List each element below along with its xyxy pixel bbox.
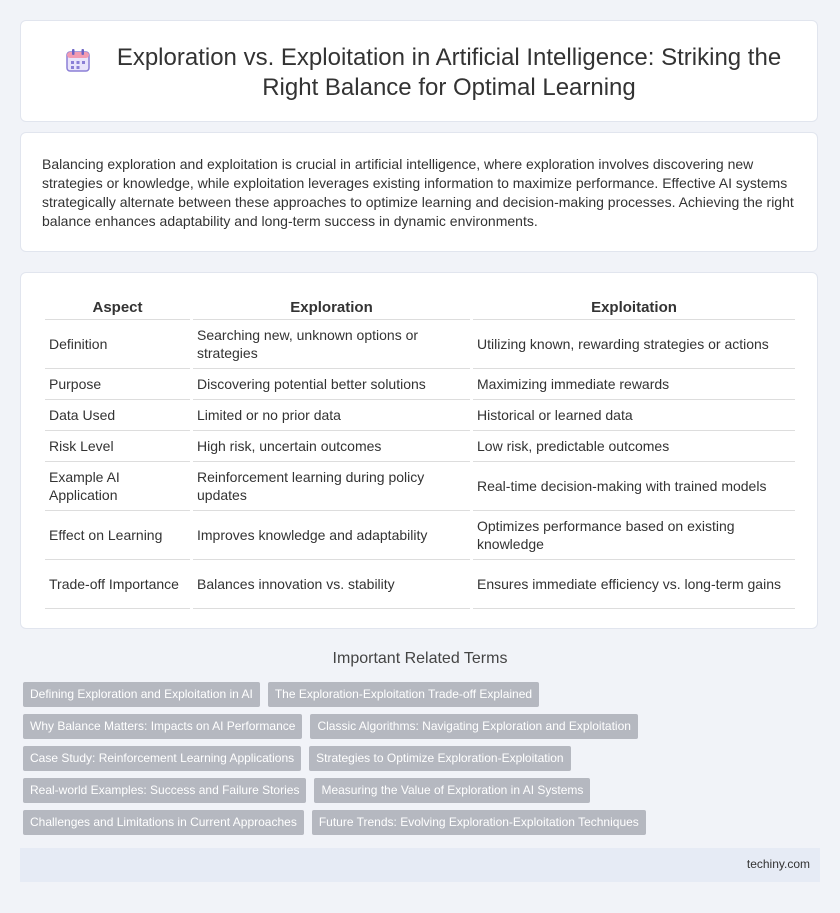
table-cell: Searching new, unknown options or strategies: [193, 320, 470, 369]
related-term-tag[interactable]: Classic Algorithms: Navigating Exploration and Exploitation: [310, 714, 638, 739]
comparison-card: [20, 272, 818, 629]
related-term-tag[interactable]: Strategies to Optimize Exploration-Exploitation: [309, 746, 570, 771]
table-cell: Low risk, predictable outcomes: [473, 431, 795, 462]
table-cell: Data Used: [45, 400, 190, 431]
table-cell: Trade-off Importance: [45, 560, 190, 609]
related-term-tag[interactable]: Why Balance Matters: Impacts on AI Performance: [23, 714, 302, 739]
table-row: [45, 369, 795, 400]
table-row: [45, 462, 795, 511]
table-row: [45, 400, 795, 431]
table-cell: Optimizes performance based on existing knowledge: [473, 511, 795, 560]
table-cell: Effect on Learning: [45, 511, 190, 560]
related-term-tag[interactable]: Measuring the Value of Exploration in AI Systems: [314, 778, 590, 803]
table-row: [45, 320, 795, 369]
table-cell: Improves knowledge and adaptability: [193, 511, 470, 560]
table-header-row: [45, 295, 795, 320]
table-cell: Balances innovation vs. stability: [193, 560, 470, 609]
table-cell: Risk Level: [45, 431, 190, 462]
page-title: Exploration vs. Exploitation in Artificial Intelligence: Striking the Right Balance for Optimal Learning: [116, 44, 782, 101]
table-cell: Utilizing known, rewarding strategies or actions: [473, 320, 795, 369]
related-term-tag[interactable]: Future Trends: Evolving Exploration-Exploitation Techniques: [312, 810, 646, 835]
calendar-icon: [65, 47, 91, 73]
related-terms-heading: Important Related Terms: [332, 650, 508, 667]
related-term-tag[interactable]: Real-world Examples: Success and Failure Stories: [23, 778, 306, 803]
table-cell: Example AI Application: [45, 462, 190, 511]
intro-paragraph: Balancing exploration and exploitation is crucial in artificial intelligence, where exploration involves discovering new strategies or knowledge, while exploitation leverages existing information to maximize performance. Effective AI systems strategically alternate between these approaches to optimize learning and decision-making processes. Achieving the right balance enhances adaptability and long-term success in dynamic environments.: [42, 156, 794, 229]
table-cell: Purpose: [45, 369, 190, 400]
related-terms-list: [23, 682, 813, 842]
table-row: [45, 431, 795, 462]
footer-site-link[interactable]: techiny.com: [746, 857, 810, 871]
table-row: [45, 560, 795, 609]
table-cell: High risk, uncertain outcomes: [193, 431, 470, 462]
footer: [20, 848, 820, 882]
related-term-tag[interactable]: Defining Exploration and Exploitation in AI: [23, 682, 260, 707]
table-cell: Historical or learned data: [473, 400, 795, 431]
table-cell: Ensures immediate efficiency vs. long-term gains: [473, 560, 795, 609]
table-row: [45, 511, 795, 560]
related-term-tag[interactable]: The Exploration-Exploitation Trade-off Explained: [268, 682, 539, 707]
table-cell: Maximizing immediate rewards: [473, 369, 795, 400]
table-cell: Reinforcement learning during policy updates: [193, 462, 470, 511]
column-header: Exploration: [193, 295, 470, 320]
column-header: Aspect: [45, 295, 190, 320]
comparison-table: [42, 295, 798, 609]
title-card: [20, 20, 818, 122]
related-term-tag[interactable]: Challenges and Limitations in Current Approaches: [23, 810, 304, 835]
intro-card: [20, 132, 818, 252]
table-cell: Limited or no prior data: [193, 400, 470, 431]
table-cell: Definition: [45, 320, 190, 369]
table-cell: Real-time decision-making with trained models: [473, 462, 795, 511]
table-cell: Discovering potential better solutions: [193, 369, 470, 400]
related-term-tag[interactable]: Case Study: Reinforcement Learning Applications: [23, 746, 301, 771]
column-header: Exploitation: [473, 295, 795, 320]
